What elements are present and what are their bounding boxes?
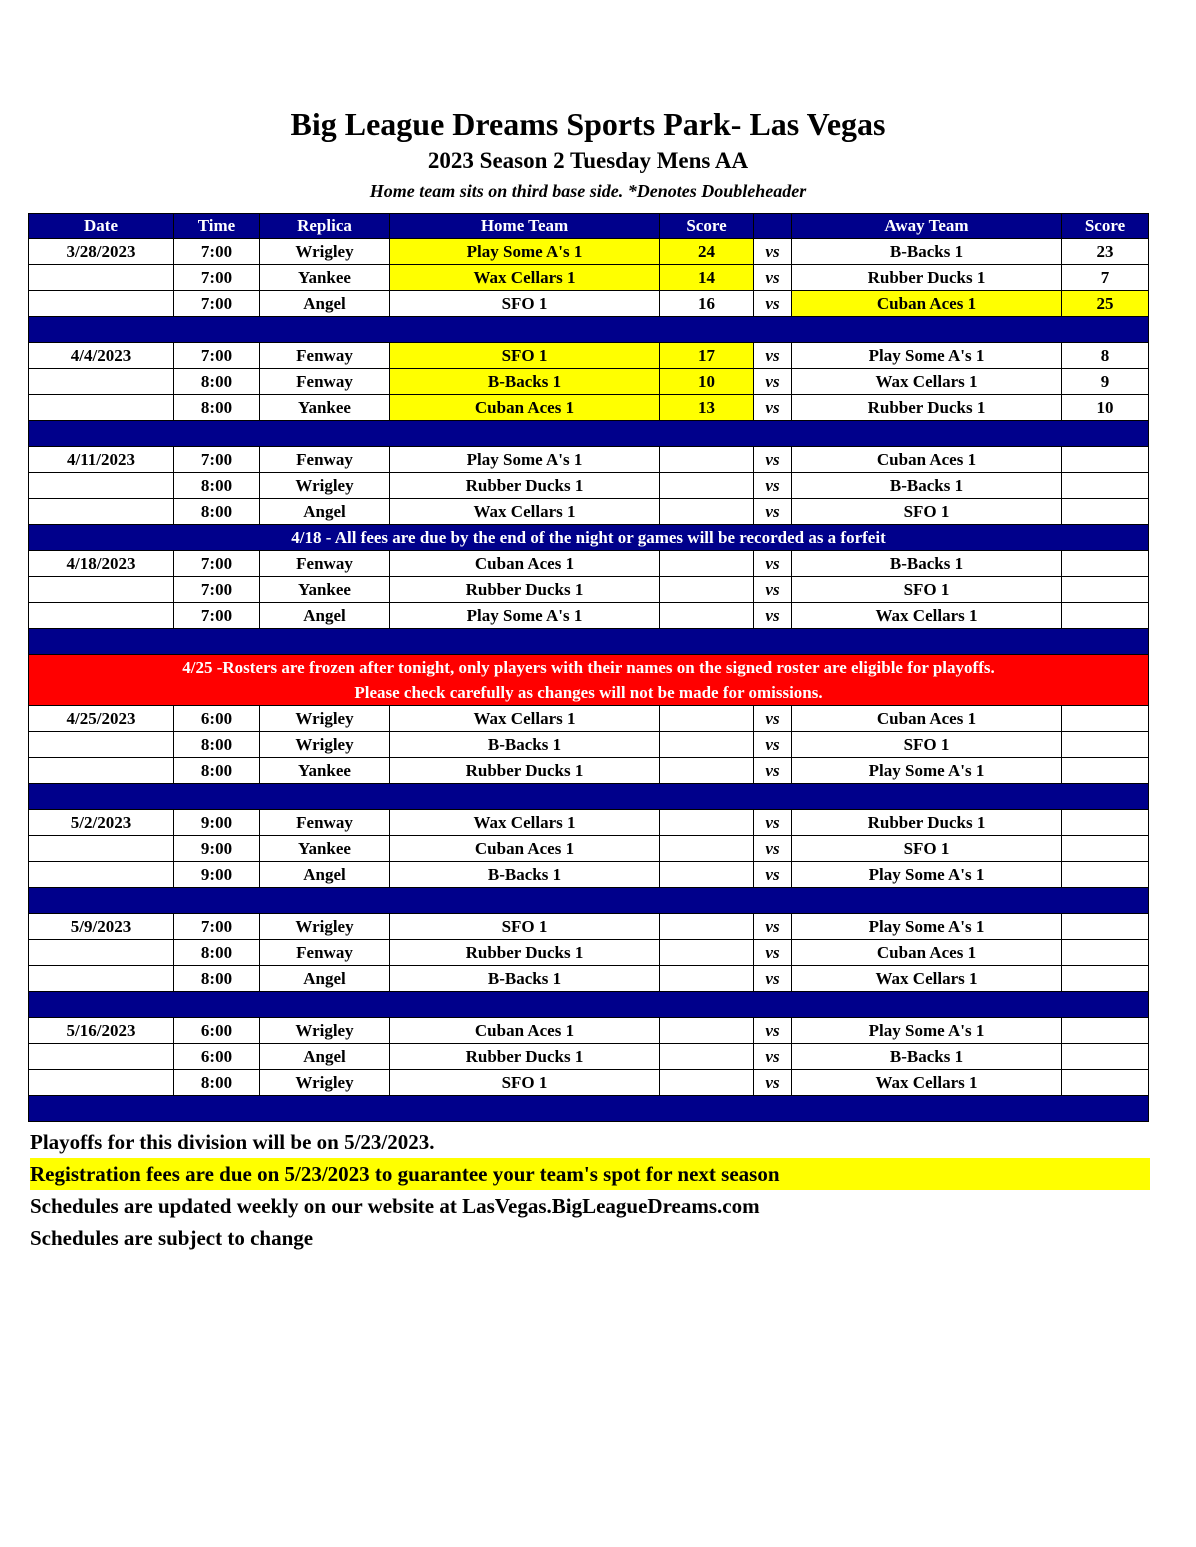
date-cell	[29, 940, 174, 966]
time-cell: 7:00	[174, 343, 260, 369]
away-team-cell: SFO 1	[792, 732, 1062, 758]
vs-cell: vs	[754, 862, 792, 888]
game-row	[29, 603, 1149, 629]
game-row	[29, 447, 1149, 473]
away-score-cell	[1062, 447, 1149, 473]
date-cell	[29, 369, 174, 395]
away-team-cell: B-Backs 1	[792, 551, 1062, 577]
date-cell: 5/16/2023	[29, 1018, 174, 1044]
column-header-time: Time	[174, 214, 260, 239]
vs-cell: vs	[754, 1018, 792, 1044]
spacer-band	[29, 1096, 1149, 1122]
playoffs-note: Playoffs for this division will be on 5/23/2023.	[30, 1130, 435, 1154]
game-row	[29, 551, 1149, 577]
spacer-band	[29, 317, 1149, 343]
home-team-cell: Play Some A's 1	[390, 239, 660, 265]
date-cell	[29, 1070, 174, 1096]
home-score-cell: 14	[660, 265, 754, 291]
away-team-cell: B-Backs 1	[792, 473, 1062, 499]
away-score-cell: 7	[1062, 265, 1149, 291]
vs-cell: vs	[754, 499, 792, 525]
home-team-cell: Rubber Ducks 1	[390, 758, 660, 784]
game-row	[29, 499, 1149, 525]
vs-cell: vs	[754, 1070, 792, 1096]
away-score-cell	[1062, 966, 1149, 992]
home-team-cell: Cuban Aces 1	[390, 1018, 660, 1044]
away-team-cell: Rubber Ducks 1	[792, 395, 1062, 421]
vs-cell: vs	[754, 706, 792, 732]
banner-line: 4/25 -Rosters are frozen after tonight, only players with their names on the signed roster are eligible for playoffs.	[182, 658, 995, 677]
date-cell	[29, 395, 174, 421]
home-score-cell: 16	[660, 291, 754, 317]
replica-cell: Fenway	[260, 369, 390, 395]
home-team-cell: SFO 1	[390, 343, 660, 369]
away-team-cell: SFO 1	[792, 836, 1062, 862]
away-team-cell: Wax Cellars 1	[792, 966, 1062, 992]
home-score-cell	[660, 499, 754, 525]
away-score-cell	[1062, 836, 1149, 862]
replica-cell: Fenway	[260, 940, 390, 966]
date-cell: 5/9/2023	[29, 914, 174, 940]
time-cell: 7:00	[174, 291, 260, 317]
home-score-cell	[660, 706, 754, 732]
vs-cell: vs	[754, 343, 792, 369]
column-header-date: Date	[29, 214, 174, 239]
replica-cell: Angel	[260, 603, 390, 629]
spacer-band	[29, 784, 1149, 810]
date-cell: 4/11/2023	[29, 447, 174, 473]
game-row	[29, 473, 1149, 499]
home-team-cell: Cuban Aces 1	[390, 395, 660, 421]
time-cell: 9:00	[174, 810, 260, 836]
replica-cell: Angel	[260, 966, 390, 992]
home-score-cell	[660, 1044, 754, 1070]
home-score-cell: 17	[660, 343, 754, 369]
away-score-cell	[1062, 706, 1149, 732]
subject-to-change-note: Schedules are subject to change	[30, 1226, 314, 1250]
time-cell: 7:00	[174, 551, 260, 577]
game-row	[29, 732, 1149, 758]
home-team-cell: Rubber Ducks 1	[390, 940, 660, 966]
home-score-cell	[660, 966, 754, 992]
away-score-cell: 9	[1062, 369, 1149, 395]
schedule-table	[28, 213, 1149, 1122]
vs-cell: vs	[754, 836, 792, 862]
vs-cell: vs	[754, 603, 792, 629]
away-team-cell: Cuban Aces 1	[792, 291, 1062, 317]
replica-cell: Wrigley	[260, 914, 390, 940]
away-team-cell: Wax Cellars 1	[792, 1070, 1062, 1096]
replica-cell: Fenway	[260, 447, 390, 473]
away-score-cell	[1062, 551, 1149, 577]
date-cell	[29, 291, 174, 317]
away-score-cell	[1062, 862, 1149, 888]
away-team-cell: Play Some A's 1	[792, 343, 1062, 369]
away-score-cell	[1062, 758, 1149, 784]
time-cell: 7:00	[174, 914, 260, 940]
game-row	[29, 1044, 1149, 1070]
away-team-cell: B-Backs 1	[792, 1044, 1062, 1070]
spacer-row	[29, 421, 1149, 447]
website-note: Schedules are updated weekly on our website at LasVegas.BigLeagueDreams.com	[30, 1194, 760, 1218]
registration-note: Registration fees are due on 5/23/2023 to guarantee your team's spot for next season	[30, 1158, 1150, 1190]
game-row	[29, 758, 1149, 784]
home-score-cell	[660, 940, 754, 966]
vs-cell: vs	[754, 914, 792, 940]
away-score-cell: 10	[1062, 395, 1149, 421]
page-note: Home team sits on third base side. *Denotes Doubleheader	[369, 181, 807, 201]
away-team-cell: Play Some A's 1	[792, 914, 1062, 940]
home-score-cell	[660, 732, 754, 758]
home-score-cell: 13	[660, 395, 754, 421]
away-score-cell	[1062, 732, 1149, 758]
away-score-cell	[1062, 499, 1149, 525]
time-cell: 6:00	[174, 1018, 260, 1044]
home-score-cell	[660, 473, 754, 499]
banner-row	[29, 655, 1149, 706]
time-cell: 8:00	[174, 1070, 260, 1096]
away-score-cell	[1062, 577, 1149, 603]
time-cell: 9:00	[174, 862, 260, 888]
home-score-cell	[660, 447, 754, 473]
time-cell: 8:00	[174, 473, 260, 499]
vs-cell: vs	[754, 239, 792, 265]
time-cell: 7:00	[174, 447, 260, 473]
column-header-away-score: Score	[1062, 214, 1149, 239]
home-score-cell: 10	[660, 369, 754, 395]
game-row	[29, 1070, 1149, 1096]
away-score-cell	[1062, 1044, 1149, 1070]
home-score-cell	[660, 758, 754, 784]
away-score-cell	[1062, 914, 1149, 940]
away-team-cell: Cuban Aces 1	[792, 940, 1062, 966]
date-cell	[29, 265, 174, 291]
banner-line: 4/18 - All fees are due by the end of the night or games will be recorded as a forfeit	[291, 528, 886, 547]
fees-due-banner	[29, 525, 1149, 551]
spacer-row	[29, 1096, 1149, 1122]
date-cell: 4/4/2023	[29, 343, 174, 369]
game-row	[29, 577, 1149, 603]
away-team-cell: Wax Cellars 1	[792, 603, 1062, 629]
time-cell: 7:00	[174, 577, 260, 603]
away-score-cell: 25	[1062, 291, 1149, 317]
away-team-cell: Cuban Aces 1	[792, 447, 1062, 473]
date-cell	[29, 836, 174, 862]
away-score-cell	[1062, 810, 1149, 836]
time-cell: 8:00	[174, 369, 260, 395]
date-cell: 5/2/2023	[29, 810, 174, 836]
home-team-cell: Play Some A's 1	[390, 447, 660, 473]
vs-cell: vs	[754, 758, 792, 784]
away-team-cell: Rubber Ducks 1	[792, 810, 1062, 836]
date-cell	[29, 473, 174, 499]
vs-cell: vs	[754, 732, 792, 758]
time-cell: 7:00	[174, 265, 260, 291]
game-row	[29, 914, 1149, 940]
home-team-cell: SFO 1	[390, 914, 660, 940]
home-score-cell	[660, 836, 754, 862]
spacer-band	[29, 629, 1149, 655]
home-score-cell	[660, 1070, 754, 1096]
replica-cell: Yankee	[260, 577, 390, 603]
column-header-replica: Replica	[260, 214, 390, 239]
replica-cell: Fenway	[260, 551, 390, 577]
home-score-cell	[660, 603, 754, 629]
date-cell	[29, 499, 174, 525]
date-cell: 4/18/2023	[29, 551, 174, 577]
spacer-row	[29, 317, 1149, 343]
away-score-cell	[1062, 473, 1149, 499]
time-cell: 8:00	[174, 966, 260, 992]
spacer-band	[29, 992, 1149, 1018]
replica-cell: Angel	[260, 1044, 390, 1070]
game-row	[29, 1018, 1149, 1044]
home-team-cell: B-Backs 1	[390, 732, 660, 758]
home-score-cell	[660, 1018, 754, 1044]
date-cell	[29, 1044, 174, 1070]
replica-cell: Angel	[260, 291, 390, 317]
vs-cell: vs	[754, 577, 792, 603]
home-score-cell	[660, 577, 754, 603]
away-score-cell	[1062, 1070, 1149, 1096]
vs-cell: vs	[754, 291, 792, 317]
vs-cell: vs	[754, 265, 792, 291]
away-team-cell: B-Backs 1	[792, 239, 1062, 265]
home-team-cell: B-Backs 1	[390, 862, 660, 888]
vs-cell: vs	[754, 810, 792, 836]
time-cell: 6:00	[174, 706, 260, 732]
replica-cell: Yankee	[260, 758, 390, 784]
away-team-cell: SFO 1	[792, 577, 1062, 603]
game-row	[29, 369, 1149, 395]
home-score-cell: 24	[660, 239, 754, 265]
game-row	[29, 706, 1149, 732]
game-row	[29, 836, 1149, 862]
home-team-cell: B-Backs 1	[390, 966, 660, 992]
away-score-cell	[1062, 603, 1149, 629]
replica-cell: Wrigley	[260, 732, 390, 758]
home-team-cell: SFO 1	[390, 1070, 660, 1096]
game-row	[29, 966, 1149, 992]
home-team-cell: Play Some A's 1	[390, 603, 660, 629]
home-team-cell: Wax Cellars 1	[390, 265, 660, 291]
footer-notes	[30, 1126, 1150, 1254]
home-score-cell	[660, 810, 754, 836]
vs-cell: vs	[754, 473, 792, 499]
vs-cell: vs	[754, 966, 792, 992]
home-team-cell: SFO 1	[390, 291, 660, 317]
away-score-cell	[1062, 1018, 1149, 1044]
game-row	[29, 239, 1149, 265]
time-cell: 8:00	[174, 395, 260, 421]
game-row	[29, 862, 1149, 888]
home-team-cell: Wax Cellars 1	[390, 706, 660, 732]
home-team-cell: Wax Cellars 1	[390, 499, 660, 525]
away-score-cell: 23	[1062, 239, 1149, 265]
page-title: Big League Dreams Sports Park- Las Vegas	[290, 106, 886, 142]
game-row	[29, 940, 1149, 966]
time-cell: 8:00	[174, 940, 260, 966]
away-team-cell: Play Some A's 1	[792, 862, 1062, 888]
date-cell	[29, 603, 174, 629]
time-cell: 9:00	[174, 836, 260, 862]
replica-cell: Fenway	[260, 343, 390, 369]
home-team-cell: Cuban Aces 1	[390, 836, 660, 862]
date-cell	[29, 577, 174, 603]
away-team-cell: SFO 1	[792, 499, 1062, 525]
roster-freeze-banner	[29, 655, 1149, 706]
time-cell: 6:00	[174, 1044, 260, 1070]
time-cell: 8:00	[174, 499, 260, 525]
banner-line: Please check carefully as changes will not be made for omissions.	[354, 683, 823, 702]
home-team-cell: Rubber Ducks 1	[390, 473, 660, 499]
schedule-table-body	[29, 239, 1149, 1122]
away-team-cell: Rubber Ducks 1	[792, 265, 1062, 291]
home-score-cell	[660, 551, 754, 577]
column-header-vs	[754, 214, 792, 239]
replica-cell: Angel	[260, 862, 390, 888]
away-team-cell: Cuban Aces 1	[792, 706, 1062, 732]
date-cell: 3/28/2023	[29, 239, 174, 265]
vs-cell: vs	[754, 447, 792, 473]
replica-cell: Yankee	[260, 395, 390, 421]
home-team-cell: Rubber Ducks 1	[390, 1044, 660, 1070]
replica-cell: Yankee	[260, 836, 390, 862]
home-score-cell	[660, 914, 754, 940]
vs-cell: vs	[754, 369, 792, 395]
game-row	[29, 291, 1149, 317]
spacer-row	[29, 629, 1149, 655]
home-score-cell	[660, 862, 754, 888]
game-row	[29, 810, 1149, 836]
column-header-home-score: Score	[660, 214, 754, 239]
away-team-cell: Play Some A's 1	[792, 758, 1062, 784]
replica-cell: Fenway	[260, 810, 390, 836]
date-cell	[29, 758, 174, 784]
away-score-cell	[1062, 940, 1149, 966]
replica-cell: Wrigley	[260, 1070, 390, 1096]
date-cell: 4/25/2023	[29, 706, 174, 732]
vs-cell: vs	[754, 940, 792, 966]
time-cell: 7:00	[174, 239, 260, 265]
away-team-cell: Wax Cellars 1	[792, 369, 1062, 395]
spacer-row	[29, 888, 1149, 914]
home-team-cell: Wax Cellars 1	[390, 810, 660, 836]
column-header-away-team: Away Team	[792, 214, 1062, 239]
replica-cell: Wrigley	[260, 706, 390, 732]
replica-cell: Wrigley	[260, 239, 390, 265]
date-cell	[29, 862, 174, 888]
banner-row	[29, 525, 1149, 551]
game-row	[29, 343, 1149, 369]
date-cell	[29, 732, 174, 758]
date-cell	[29, 966, 174, 992]
header-row	[29, 214, 1149, 239]
away-score-cell: 8	[1062, 343, 1149, 369]
home-team-cell: Rubber Ducks 1	[390, 577, 660, 603]
vs-cell: vs	[754, 1044, 792, 1070]
spacer-band	[29, 888, 1149, 914]
home-team-cell: B-Backs 1	[390, 369, 660, 395]
away-team-cell: Play Some A's 1	[792, 1018, 1062, 1044]
time-cell: 7:00	[174, 603, 260, 629]
spacer-band	[29, 421, 1149, 447]
replica-cell: Yankee	[260, 265, 390, 291]
vs-cell: vs	[754, 395, 792, 421]
game-row	[29, 265, 1149, 291]
vs-cell: vs	[754, 551, 792, 577]
page-subtitle: 2023 Season 2 Tuesday Mens AA	[427, 148, 749, 173]
replica-cell: Angel	[260, 499, 390, 525]
spacer-row	[29, 992, 1149, 1018]
spacer-row	[29, 784, 1149, 810]
replica-cell: Wrigley	[260, 473, 390, 499]
home-team-cell: Cuban Aces 1	[390, 551, 660, 577]
game-row	[29, 395, 1149, 421]
time-cell: 8:00	[174, 758, 260, 784]
replica-cell: Wrigley	[260, 1018, 390, 1044]
column-header-home-team: Home Team	[390, 214, 660, 239]
time-cell: 8:00	[174, 732, 260, 758]
